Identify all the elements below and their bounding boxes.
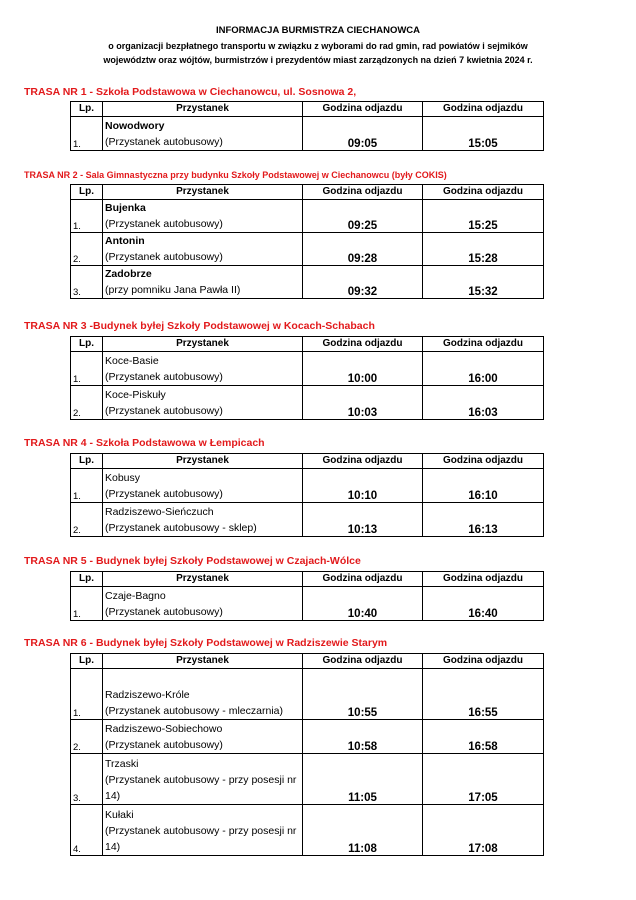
table-row [71,503,544,537]
stop-name: Czaje-Bagno [105,590,166,602]
departure-1: 09:05 [303,117,423,151]
stop-desc: (Przystanek autobusowy - przy posesji nr 14) [105,774,297,802]
table-row [71,352,544,386]
departure-2: 16:58 [423,720,544,754]
col-dep-2: Godzina odjazdu [423,102,544,117]
col-lp: Lp. [71,572,103,587]
col-dep-2: Godzina odjazdu [423,454,544,469]
table-row [71,200,544,233]
departure-1: 09:28 [303,233,423,266]
col-dep-1: Godzina odjazdu [303,185,423,200]
col-stop: Przystanek [103,572,303,587]
departure-1: 10:10 [303,469,423,503]
table-header-row [71,572,544,587]
stop-name: Radziszewo-Króle [105,689,190,701]
stop-name: Radziszewo-Sieńczuch [105,506,214,518]
col-stop: Przystanek [103,654,303,669]
table-row [71,587,544,621]
departure-2: 17:08 [423,805,544,856]
stop-name: Koce-Piskuły [105,389,166,401]
stop-name: Radziszewo-Sobiechowo [105,723,223,735]
stop-name: Kułaki [105,809,134,821]
stop-desc: (Przystanek autobusowy - mleczarnia) [105,705,283,717]
stop-desc: (Przystanek autobusowy) [105,218,223,230]
departure-1: 10:00 [303,352,423,386]
route-1-title: TRASA NR 1 - Szkoła Podstawowa w Ciechanowcu, ul. Sosnowa 2, [24,86,357,98]
stop-cell [103,587,303,621]
table-row [71,266,544,299]
col-lp: Lp. [71,454,103,469]
table-row [71,805,544,856]
departure-1: 11:05 [303,754,423,805]
table-row [71,720,544,754]
row-number: 4. [71,805,103,856]
col-stop: Przystanek [103,454,303,469]
departure-2: 17:05 [423,754,544,805]
route-6-title: TRASA NR 6 - Budynek byłej Szkoły Podstawowej w Radziszewie Starym [24,637,388,649]
document-header [0,24,636,68]
stop-cell [103,200,303,233]
row-number: 3. [71,266,103,299]
stop-desc: (Przystanek autobusowy) [105,488,223,500]
stop-cell [103,117,303,151]
departure-2: 15:05 [423,117,544,151]
col-dep-2: Godzina odjazdu [423,654,544,669]
stop-name: Kobusy [105,472,141,484]
table-row [71,669,544,720]
row-number: 1. [71,352,103,386]
departure-2: 16:10 [423,469,544,503]
row-number: 2. [71,386,103,420]
row-number: 3. [71,754,103,805]
row-number: 1. [71,117,103,151]
table-header-row [71,654,544,669]
header-line-2: o organizacji bezpłatnego transportu w związku z wyborami do rad gmin, rad powiatów i sejmików [108,40,528,51]
stop-cell [103,805,303,856]
stop-cell [103,266,303,299]
stop-name: Trzaski [105,758,139,770]
row-number: 2. [71,233,103,266]
departure-1: 09:25 [303,200,423,233]
route-4-title: TRASA NR 4 - Szkoła Podstawowa w Łempicach [24,437,265,449]
departure-2: 15:25 [423,200,544,233]
route-2-table [70,184,544,299]
route-3-table [70,336,544,420]
stop-desc: (przy pomniku Jana Pawła II) [105,284,241,296]
departure-1: 09:32 [303,266,423,299]
stop-cell [103,386,303,420]
route-2-title: TRASA NR 2 - Sala Gimnastyczna przy budynku Szkoły Podstawowej w Ciechanowcu (były COKIS) [24,170,447,180]
stop-cell [103,469,303,503]
stop-desc: (Przystanek autobusowy) [105,136,223,148]
col-dep-1: Godzina odjazdu [303,454,423,469]
table-header-row [71,337,544,352]
col-lp: Lp. [71,337,103,352]
stop-cell [103,720,303,754]
route-1-table [70,101,544,151]
route-5-table [70,571,544,621]
departure-2: 16:13 [423,503,544,537]
stop-desc: (Przystanek autobusowy - przy posesji nr 14) [105,825,297,853]
row-number: 2. [71,720,103,754]
table-row [71,233,544,266]
departure-2: 15:32 [423,266,544,299]
stop-name: Bujenka [105,202,146,214]
route-4-table [70,453,544,537]
departure-2: 16:03 [423,386,544,420]
col-stop: Przystanek [103,185,303,200]
col-stop: Przystanek [103,102,303,117]
row-number: 1. [71,469,103,503]
col-lp: Lp. [71,654,103,669]
stop-desc: (Przystanek autobusowy) [105,405,223,417]
header-title: INFORMACJA BURMISTRZA CIECHANOWCA [215,25,421,36]
row-number: 2. [71,503,103,537]
stop-cell [103,352,303,386]
col-lp: Lp. [71,185,103,200]
departure-2: 16:40 [423,587,544,621]
table-header-row [71,102,544,117]
col-dep-1: Godzina odjazdu [303,337,423,352]
table-row [71,754,544,805]
stop-desc: (Przystanek autobusowy - sklep) [105,522,257,534]
row-number: 1. [71,200,103,233]
route-3-title: TRASA NR 3 -Budynek byłej Szkoły Podstawowej w Kocach-Schabach [24,320,375,332]
stop-name: Nowodwory [105,120,165,132]
stop-name: Koce-Basie [105,355,159,367]
table-row [71,117,544,151]
col-dep-1: Godzina odjazdu [303,572,423,587]
departure-2: 16:55 [423,669,544,720]
row-number: 1. [71,669,103,720]
route-5-title: TRASA NR 5 - Budynek byłej Szkoły Podstawowej w Czajach-Wólce [24,555,361,567]
col-dep-2: Godzina odjazdu [423,185,544,200]
stop-cell [103,233,303,266]
col-stop: Przystanek [103,337,303,352]
stop-cell [103,669,303,720]
stop-cell [103,503,303,537]
departure-1: 10:03 [303,386,423,420]
table-header-row [71,185,544,200]
row-number: 1. [71,587,103,621]
departure-1: 10:55 [303,669,423,720]
col-dep-2: Godzina odjazdu [423,337,544,352]
stop-name: Zadobrze [105,268,152,280]
departure-1: 11:08 [303,805,423,856]
route-6-table [70,653,544,856]
table-header-row [71,454,544,469]
departure-1: 10:58 [303,720,423,754]
stop-desc: (Przystanek autobusowy) [105,606,223,618]
table-row [71,469,544,503]
table-row [71,386,544,420]
col-lp: Lp. [71,102,103,117]
stop-desc: (Przystanek autobusowy) [105,371,223,383]
departure-1: 10:40 [303,587,423,621]
stop-desc: (Przystanek autobusowy) [105,251,223,263]
departure-1: 10:13 [303,503,423,537]
departure-2: 16:00 [423,352,544,386]
col-dep-2: Godzina odjazdu [423,572,544,587]
header-line-3: województw oraz wójtów, burmistrzów i prezydentów miast zarządzonych na dzień 7 kwietnia 2024 r. [103,55,533,65]
stop-cell [103,754,303,805]
stop-desc: (Przystanek autobusowy) [105,739,223,751]
col-dep-1: Godzina odjazdu [303,102,423,117]
col-dep-1: Godzina odjazdu [303,654,423,669]
departure-2: 15:28 [423,233,544,266]
stop-name: Antonin [105,235,145,247]
